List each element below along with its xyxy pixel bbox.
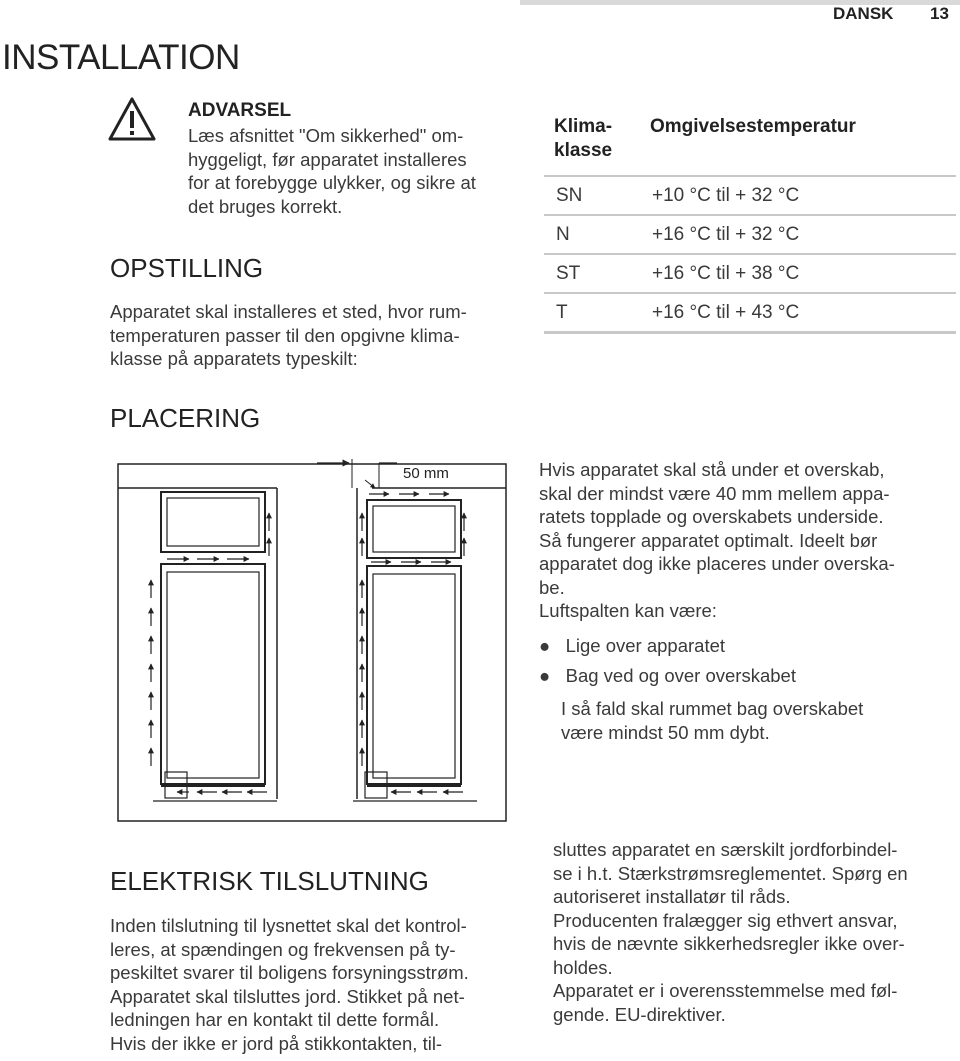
table-row — [544, 254, 956, 293]
table-cell-temperature: +16 °C til + 43 °C — [640, 293, 956, 333]
bullet-item — [539, 634, 725, 658]
elektrisk-line: ledningen har en kontakt til dette formål. — [110, 1009, 440, 1030]
warning-title: ADVARSEL — [188, 100, 292, 121]
elektrisk-line: Apparatet er i overensstemmelse med føl- — [553, 980, 898, 1001]
table-cell-temperature: +16 °C til + 32 °C — [640, 215, 956, 254]
bullet-text: Lige over apparatet — [565, 635, 726, 656]
climate-class-table — [544, 107, 956, 334]
ventilation-diagram — [117, 456, 507, 822]
header-bar — [520, 0, 960, 5]
elektrisk-left-text — [110, 914, 469, 1055]
elektrisk-line: hvis de nævnte sikkerhedsregler ikke over- — [553, 933, 905, 954]
warning-line: hyggeligt, før apparatet installeres — [188, 148, 467, 170]
table-cell-class: SN — [544, 176, 640, 215]
elektrisk-right-text — [553, 838, 908, 1026]
placering-heading: PLACERING — [110, 403, 261, 433]
table-cell-temperature: +16 °C til + 38 °C — [640, 254, 956, 293]
elektrisk-line: holdes. — [553, 956, 613, 978]
bullet-dot-icon: ● — [539, 665, 551, 686]
warning-line: for at forebygge ulykker, og sikre at — [188, 172, 476, 193]
table-cell-class: N — [544, 215, 640, 254]
opstilling-line: Apparatet skal installeres et sted, hvor rum- — [110, 301, 467, 322]
elektrisk-line: Producenten fralægger sig ethvert ansvar, — [553, 909, 898, 931]
placering-text — [539, 458, 895, 623]
warning-line: det bruges korrekt. — [188, 195, 343, 217]
placering-line: skal der mindst være 40 mm mellem appa- — [539, 482, 890, 504]
language-label: DANSK — [833, 4, 894, 23]
elektrisk-line: autoriseret installatør til råds. — [553, 886, 791, 907]
column-header-ambient-temperature: Omgivelsestemperatur — [640, 107, 956, 176]
bullet-item — [539, 664, 796, 688]
note-line: I så fald skal rummet bag overskabet — [561, 698, 864, 719]
bullet-dot-icon: ● — [539, 635, 551, 656]
elektrisk-line: gende. EU-direktiver. — [553, 1003, 726, 1025]
opstilling-text — [110, 300, 467, 371]
placering-line: Hvis apparatet skal stå under et overskab, — [539, 459, 885, 480]
elektrisk-line: Hvis der ikke er jord på stikkontakten, til- — [110, 1032, 443, 1054]
opstilling-heading: OPSTILLING — [110, 253, 264, 283]
table-row — [544, 293, 956, 333]
elektrisk-line: peskiltet svarer til boligens forsyningsstrøm. — [110, 962, 469, 983]
warning-text — [188, 124, 476, 218]
elektrisk-line: leres, at spændingen og frekvensen på ty- — [110, 938, 456, 960]
placering-note — [561, 697, 863, 744]
placering-line: be. — [539, 576, 565, 598]
warning-line: Læs afsnittet "Om sikkerhed" om- — [188, 125, 464, 146]
opstilling-line: klasse på apparatets typeskilt: — [110, 348, 358, 369]
bullet-text: Bag ved og over overskabet — [565, 665, 796, 686]
table-cell-class: T — [544, 293, 640, 333]
elektrisk-line: Inden tilslutning til lysnettet skal det kontrol- — [110, 915, 467, 936]
placering-line: Så fungerer apparatet optimalt. Ideelt bør — [539, 529, 878, 551]
opstilling-line: temperaturen passer til den opgivne klima- — [110, 324, 460, 346]
table-header-row — [544, 107, 956, 176]
page-title: INSTALLATION — [2, 38, 240, 77]
table-cell-class: ST — [544, 254, 640, 293]
page-number: 13 — [930, 4, 949, 23]
elektrisk-line: se i h.t. Stærkstrømsreglementet. Spørg en — [553, 862, 908, 884]
elektrisk-heading: ELEKTRISK TILSLUTNING — [110, 866, 429, 896]
note-line: være mindst 50 mm dybt. — [561, 721, 770, 743]
warning-triangle-icon — [108, 96, 156, 142]
placering-line: Luftspalten kan være: — [539, 600, 717, 621]
elektrisk-line: Apparatet skal tilsluttes jord. Stikket på net- — [110, 985, 465, 1007]
placering-line: apparatet dog ikke placeres under overska- — [539, 553, 895, 574]
table-row — [544, 215, 956, 254]
column-header-climate-class: Klima- klasse — [544, 107, 640, 176]
table-row — [544, 176, 956, 215]
dimension-label: 50 mm — [403, 465, 449, 482]
table-cell-temperature: +10 °C til + 32 °C — [640, 176, 956, 215]
elektrisk-line: sluttes apparatet en særskilt jordforbindel- — [553, 839, 898, 860]
placering-line: ratets topplade og overskabets underside. — [539, 506, 884, 527]
